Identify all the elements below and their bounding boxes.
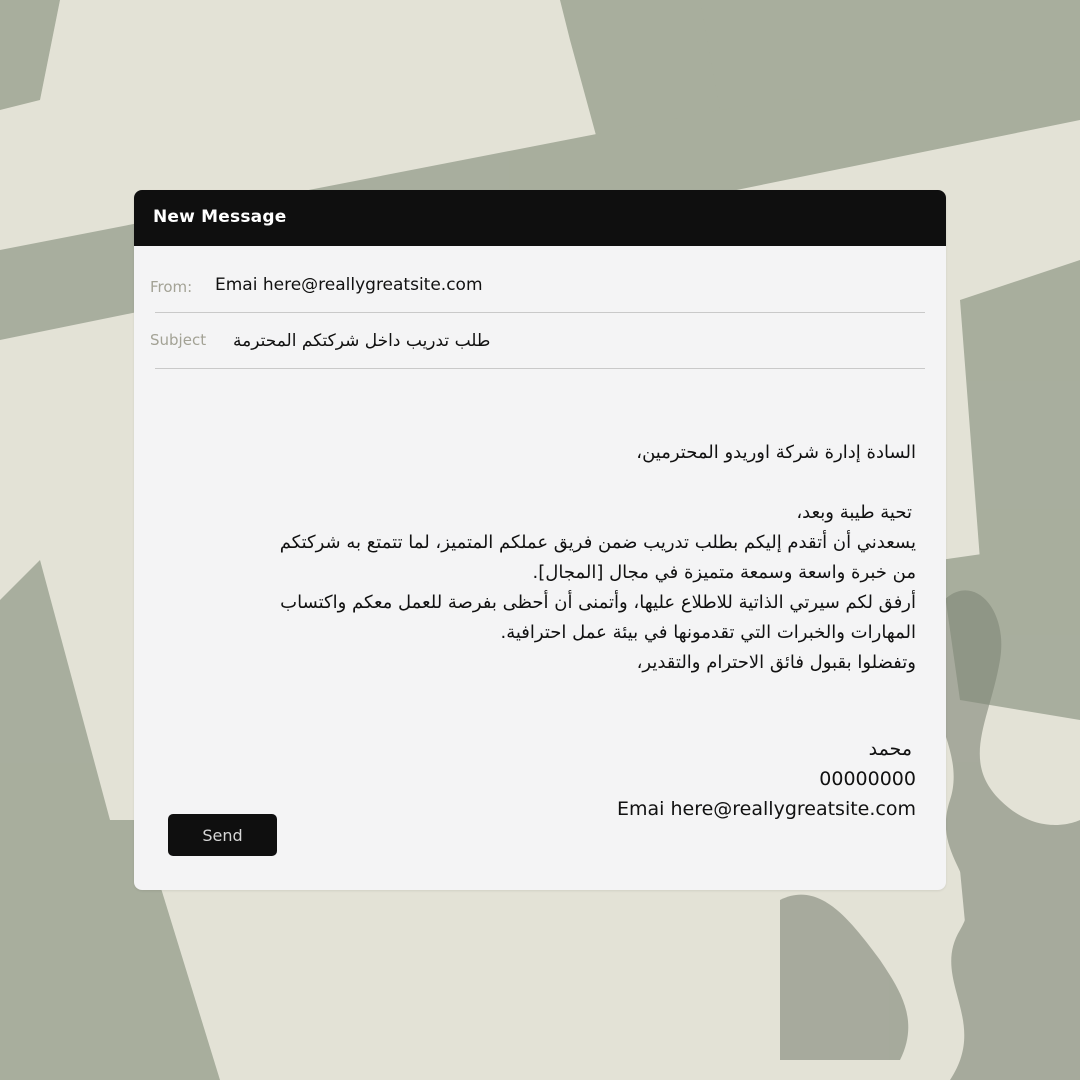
subject-field[interactable]: طلب تدريب داخل شركتكم المحترمة xyxy=(233,331,491,351)
message-greeting: السادة إدارة شركة اوريدو المحترمين، xyxy=(636,442,916,463)
subject-label: Subject xyxy=(150,331,207,349)
message-line: يسعدني أن أتقدم إليكم بطلب تدريب ضمن فريق عملكم المتميز، لما تتمتع به شركتكم xyxy=(279,532,916,553)
from-label: From: xyxy=(150,278,193,296)
message-paragraph[interactable] xyxy=(176,498,916,678)
signature-phone: 00000000 xyxy=(819,768,916,790)
window-title: New Message xyxy=(153,207,287,227)
message-line: المهارات والخبرات التي تقدمونها في بيئة عمل احترافية. xyxy=(500,622,916,643)
message-line: تحية طيبة وبعد، xyxy=(796,502,912,523)
message-line: أرفق لكم سيرتي الذاتية للاطلاع عليها، وأتمنى أن أحظى بفرصة للعمل معكم واكتساب xyxy=(280,592,916,613)
message-line: من خبرة واسعة وسمعة متميزة في مجال [المجال]. xyxy=(532,562,916,583)
message-body[interactable] xyxy=(176,438,916,468)
new-message-window xyxy=(134,190,946,890)
from-field[interactable]: Emai here@reallygreatsite.com xyxy=(215,275,483,295)
window-title-bar xyxy=(134,190,946,246)
signature-email: Emai here@reallygreatsite.com xyxy=(617,798,916,820)
from-divider xyxy=(155,312,925,313)
subject-divider xyxy=(155,368,925,369)
signature-name: محمد xyxy=(868,738,912,760)
message-line: وتفضلوا بقبول فائق الاحترام والتقدير، xyxy=(636,652,916,673)
send-button[interactable]: Send xyxy=(168,814,277,856)
